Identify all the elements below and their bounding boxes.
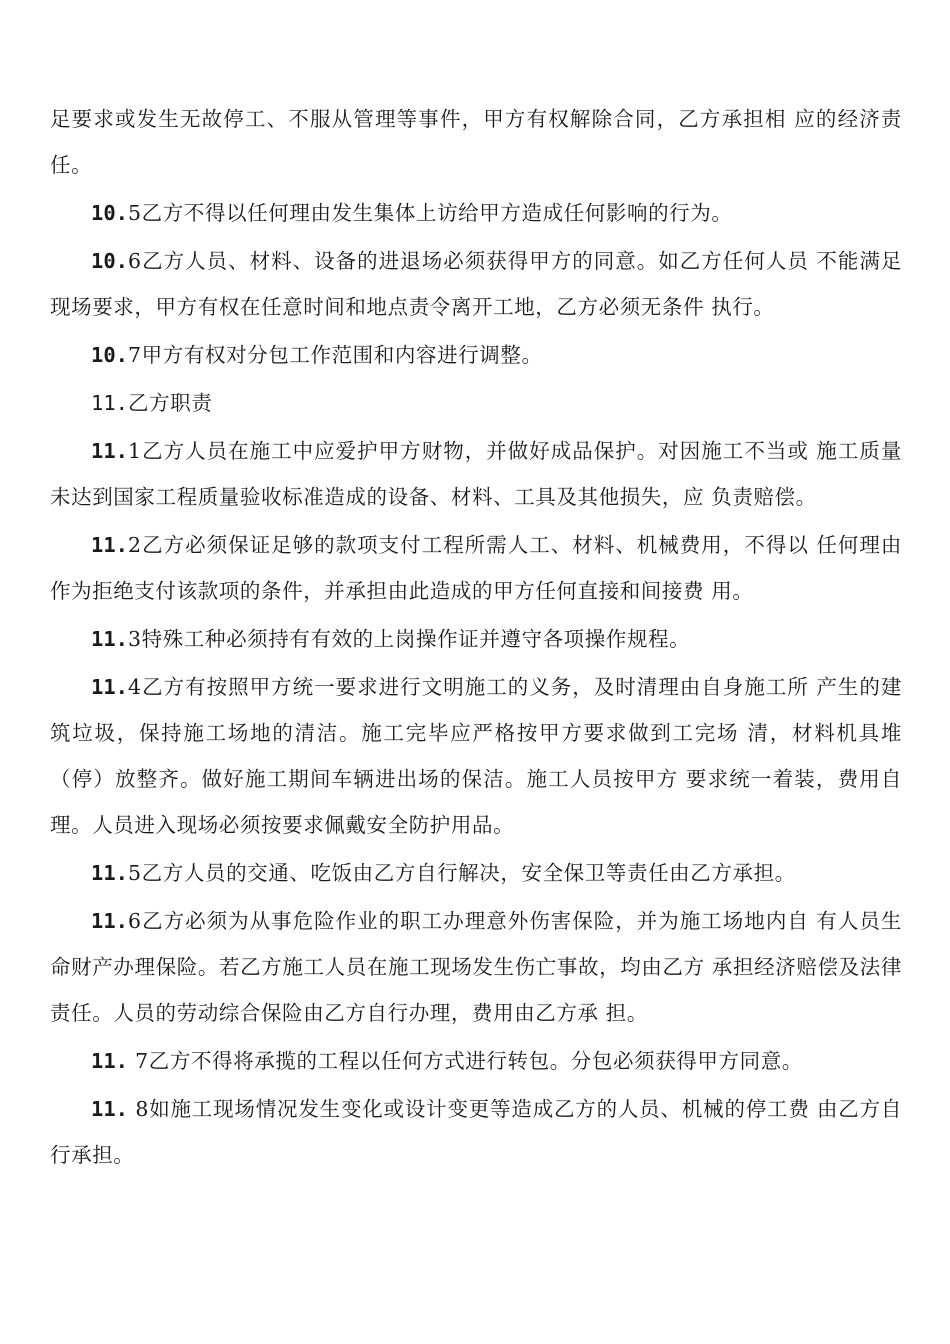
clause-number: 10. [91,201,129,225]
clause-10-6 [50,238,902,330]
paragraph-continuation [50,96,902,188]
section-title: 乙方职责 [128,391,213,415]
clause-10-5 [50,190,902,236]
clause-number: 11. [91,439,129,463]
clause-number: 11. [91,533,129,557]
clause-text: 4乙方有按照甲方统一要求进行文明施工的义务，及时清理由自身施工所 产生的建筑垃圾，保持施工场地的清洁。施工完毕应严格按甲方要求做到工完场 清，材料机具堆（停）放整齐。做好施工期间车辆进出场的保洁。施工人员按甲方 要求统一着装，费用自理。人员进入现场必须按要求佩戴安全防护用品。 [50,675,902,837]
clause-text: 6乙方必须为从事危险作业的职工办理意外伤害保险，并为施工场地内自 有人员生命财产办理保险。若乙方施工人员在施工现场发生伤亡事故，均由乙方 承担经济赔偿及法律责任。人员的劳动综合保险由乙方自行办理，费用由乙方承 担。 [50,909,902,1025]
clause-number: 11. [91,909,129,933]
clause-number: 11. [91,861,129,885]
clause-text: 8如施工现场情况发生变化或设计变更等造成乙方的人员、机械的停工费 由乙方自行承担。 [50,1097,902,1167]
clause-11-4 [50,664,902,848]
clause-11-2 [50,522,902,614]
clause-text: 6乙方人员、材料、设备的进退场必须获得甲方的同意。如乙方任何人员 不能满足现场要求，甲方有权在任意时间和地点责令离开工地，乙方必须无条件 执行。 [50,249,902,319]
clause-text: 5乙方不得以任何理由发生集体上访给甲方造成任何影响的行为。 [128,201,733,225]
clause-text: 2乙方必须保证足够的款项支付工程所需人工、材料、机械费用，不得以 任何理由作为拒绝支付该款项的条件，并承担由此造成的甲方任何直接和间接费 用。 [50,533,902,603]
clause-number: 11. [91,1049,129,1073]
clause-text: 3特殊工种必须持有有效的上岗操作证并遵守各项操作规程。 [128,627,691,651]
clause-11-1 [50,428,902,520]
clause-text: 1乙方人员在施工中应爱护甲方财物，并做好成品保护。对因施工不当或 施工质量未达到国家工程质量验收标准造成的设备、材料、工具及其他损失，应 负责赔偿。 [50,439,902,509]
clause-11-7 [50,1038,902,1084]
clause-text: 5乙方人员的交通、吃饭由乙方自行解决，安全保卫等责任由乙方承担。 [128,861,796,885]
section-11-heading [50,380,902,426]
document-page [50,96,902,1180]
clause-number: 11. [91,627,129,651]
paragraph-text: 足要求或发生无故停工、不服从管理等事件，甲方有权解除合同，乙方承担相 应的经济责任。 [50,107,902,177]
clause-11-6 [50,898,902,1036]
clause-10-7 [50,332,902,378]
clause-number: 11. [91,1097,129,1121]
clause-text: 7甲方有权对分包工作范围和内容进行调整。 [128,343,543,367]
clause-text: 7乙方不得将承揽的工程以任何方式进行转包。分包必须获得甲方同意。 [128,1049,803,1073]
section-number: 11. [91,391,129,415]
clause-11-5 [50,850,902,896]
clause-11-8 [50,1086,902,1178]
clause-number: 10. [91,343,129,367]
clause-number: 11. [91,675,129,699]
clause-11-3 [50,616,902,662]
clause-number: 10. [91,249,129,273]
